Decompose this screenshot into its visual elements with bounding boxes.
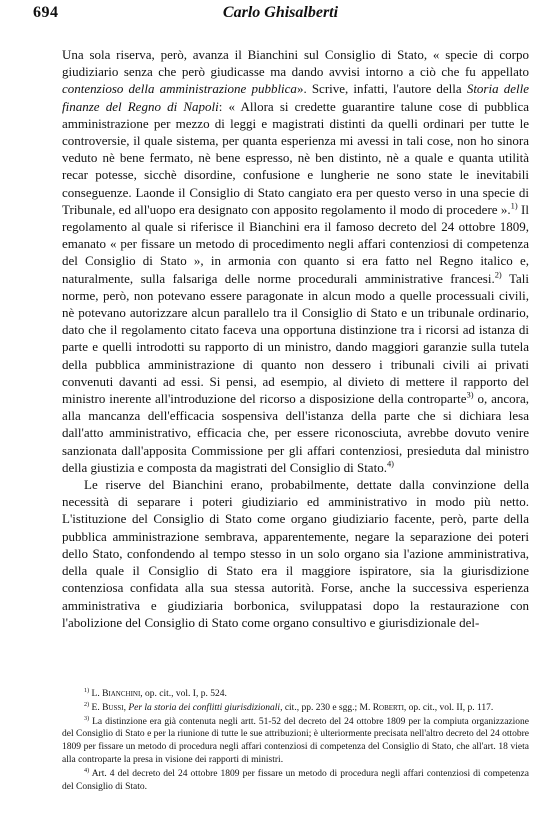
footnote-text: , cit., pp. 230 e sgg.;	[280, 702, 360, 713]
footnote-ref-1: 1)	[510, 200, 518, 211]
paragraph-1-text: o, ancora, alla mancanza dell'efficacia sospensiva dell'istanza della parte che si dichiara lesa dall'atto amministrativo, efficacia che, per essere riconosciuta, avrebbe dovuto venire sanzionata dall'apposita Commissione per gli affari contenziosi, presieduta dal ministro della giustizia e composta da magistrati del Consiglio di Stato.	[62, 391, 529, 475]
footnote-author: E. Bussi	[91, 702, 124, 713]
footnote-3	[62, 716, 529, 767]
footnote-ref-4: 4)	[386, 458, 394, 469]
body-text	[62, 46, 529, 631]
footnotes	[62, 688, 529, 794]
footnote-2: $^{2)}$ E. Bussi, Per la storia dei conflitti giurisdizionali, cit., pp. 230 e sgg.; M. Roberti, op. cit., vol. II, p. 117.	[84, 701, 494, 713]
footnote-4	[62, 768, 529, 794]
footnote-text: Art. 4 del decreto del 24 ottobre 1809 per fissare un metodo di procedura negli affari contenziosi di competenza del Consiglio di Stato.	[62, 768, 529, 792]
footnote-author: M. Roberti	[359, 702, 404, 713]
italic-phrase: contenzioso della amministrazione pubblica	[62, 81, 297, 97]
footnote-number: 2)	[84, 701, 90, 708]
paragraph-1-text: Il regolamento al quale si riferisce il Bianchini era il famoso decreto del 24 ottobre 1809, emanato « per fissare un metodo di procedimento negli affari contenziosi di competenza del Consiglio di Stato », in armonia con quanto si era fatto nel Regno italico e, naturalmente, sulla falsariga delle norme procedurali amministrative francesi.	[62, 201, 529, 286]
footnote-number: 4)	[84, 767, 90, 774]
footnote-ref-3: 3)	[466, 389, 474, 400]
paragraph-1	[62, 46, 529, 476]
footnote-title: Per la storia dei conflitti giurisdizionali	[128, 702, 281, 713]
running-head: Carlo Ghisalberti	[222, 4, 339, 21]
footnote-ref-2: 2)	[494, 269, 502, 280]
page-header	[33, 4, 528, 26]
footnote-text: , op. cit., vol. II, p. 117.	[403, 702, 494, 713]
footnote-number: 1)	[84, 687, 90, 694]
paragraph-1-text: ». Scrive, infatti, l'autore della	[296, 81, 467, 97]
footnote-1	[62, 688, 529, 701]
footnote-text: , op. cit., vol. I, p. 524.	[140, 689, 227, 699]
footnote-number: 3)	[84, 715, 90, 722]
paragraph-2: Le riserve del Bianchini erano, probabilmente, dettate dalla convinzione della necessità di separare i poteri giudiziario ed amministrativo in modo più netto. L'istituzione del Consiglio di Stato come organo giudiziario facente, però, parte della pubblica amministrazione sembrava, apparentemente, negare la separazione dei poteri dello Stato, confondendo al tempo stesso in un solo organo sia l'azione amministrativa, della quale il Consiglio di Stato era il maggiore ispiratore, sia la giurisdizione contenziosa confidata alla sua stessa autorità. Forse, anche la successiva esperienza amministrativa e giudiziaria borbonica, sviluppatasi dopo la restaurazione con l'abolizione del Consiglio di Stato come organo consultivo e giurisdizionale del-	[62, 477, 529, 630]
footnote-text: La distinzione era già contenuta negli artt. 51-52 del decreto del 24 ottobre 1809 per la compiuta organizzazione del Consiglio di Stato e per la riunione di tutte le sue attribuzioni; è ulteriormente precisata nell'altro decreto del 24 ottobre 1809 per fissare un metodo di procedura negli affari contenziosi di competenza del Consiglio di Stato, che all'art. 18 vieta alla controparte la presa in visione dei rapporti di ministri.	[62, 716, 530, 765]
footnote-author: L. Bianchini	[91, 689, 141, 699]
paragraph-1-text: Una sola riserva, però, avanza il Bianchini sul Consiglio di Stato, « specie di corpo giudiziario senza che però giudicasse ma dando avvisi intorno a ciò che fu appellato	[62, 47, 529, 80]
paragraph-1-text: Tali norme, però, non potevano essere paragonate in alcun modo a quelle processuali civili, nè potevano autorizzare alcun parallelo tra il Consiglio di Stato e un tribunale ordinario, dato che il regolamento citato faceva una opportuna distinzione tra i ricorsi ad istanza di parte e quelli introdotti su rapporto di un ministro, dando maggiori garanzie sulla tutela della pubblica amministrazione di quanto non dessero i tribunali civili ai privati convenuti davanti ad essi. Si pensi, ad esempio, al divieto di mettere il rapporto del ministro inerente all'introduzione del ricorso a disposizione della controparte	[62, 270, 529, 407]
quotation-text: : « Allora si credette guarantire talune cose di pubblica amministrazione per mezzo di leggi e magistrati distinti da quelli ordinari per tutte le controversie, il quale sistema, per quanta esperienza mi avessi in tali cose, non ho sinora veduto nè bene fermato, nè bene espresso, nè ben distinto, nè a quale e quanta utilità recar potesse, sicchè disordine, confusione e lungherie ne sono state le inevitabili conseguenze. Laonde il Consiglio di Stato cangiato era per questo verso in una specie di Tribunale, ed all'uopo era designato con apposito regolamento il modo di procedere ».	[62, 98, 530, 217]
page-number: 694	[33, 4, 59, 21]
book-title: Storia delle finanze del Regno di Napoli	[62, 81, 529, 114]
